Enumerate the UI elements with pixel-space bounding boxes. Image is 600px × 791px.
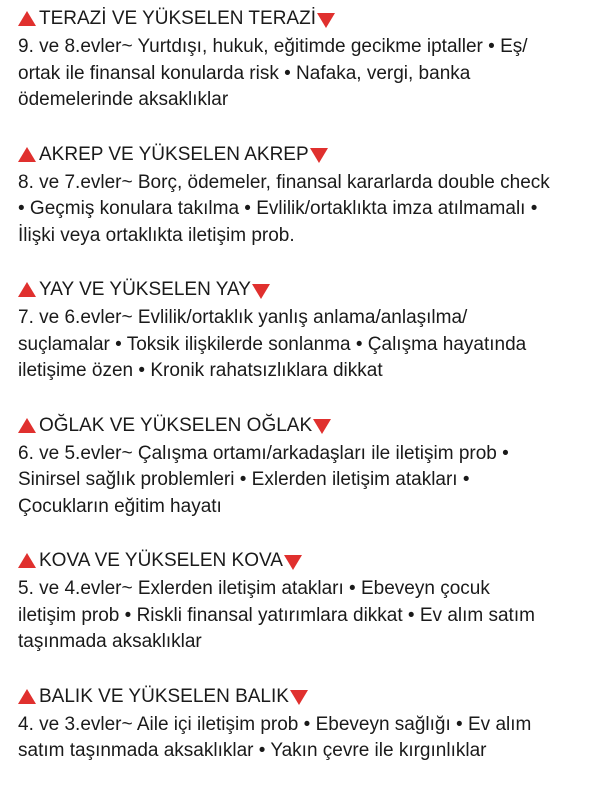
section-line: 7. ve 6.evler~ Evlilik/ortaklık yanlış anlama/anlaşılma/ <box>18 307 468 328</box>
red-triangle-down-icon <box>310 148 328 163</box>
section-line: ödemelerinde aksaklıklar <box>18 89 229 110</box>
sign-section-scorpio <box>18 140 592 250</box>
section-title: KOVA VE YÜKSELEN KOVA <box>39 550 283 571</box>
section-line: 5. ve 4.evler~ Exlerden iletişim atakları • Ebeveyn çocuk <box>18 578 490 599</box>
section-line: 9. ve 8.evler~ Yurtdışı, hukuk, eğitimde gecikme iptaller • Eş/ <box>18 36 528 57</box>
horoscope-post <box>18 4 592 791</box>
red-triangle-down-icon <box>284 555 302 570</box>
red-triangle-up-icon <box>18 11 36 26</box>
red-triangle-down-icon <box>317 13 335 28</box>
section-line: Sinirsel sağlık problemleri • Exlerden iletişim atakları • <box>18 469 470 490</box>
red-triangle-up-icon <box>18 689 36 704</box>
section-line: 8. ve 7.evler~ Borç, ödemeler, finansal kararlarda double check <box>18 171 550 193</box>
section-line: taşınmada aksaklıklar <box>18 631 202 652</box>
section-line: ortak ile finansal konularda risk • Nafaka, vergi, banka <box>18 62 471 84</box>
red-triangle-down-icon <box>252 284 270 299</box>
section-line: 6. ve 5.evler~ Çalışma ortamı/arkadaşları ile iletişim prob • <box>18 442 509 464</box>
sign-section-pisces <box>18 682 592 765</box>
section-title: AKREP VE YÜKSELEN AKREP <box>39 143 309 165</box>
section-heading <box>18 411 592 441</box>
section-line: • Geçmiş konulara takılma • Evlilik/ortaklıkta imza atılmamalı • <box>18 198 538 219</box>
section-title: YAY VE YÜKSELEN YAY <box>39 279 251 300</box>
section-line: 4. ve 3.evler~ Aile içi iletişim prob • Ebeveyn sağlığı • Ev alım <box>18 713 532 735</box>
section-title: BALIK VE YÜKSELEN BALIK <box>39 685 289 707</box>
section-heading <box>18 275 592 305</box>
sign-section-libra <box>18 4 592 114</box>
section-line: Çocukların eğitim hayatı <box>18 495 222 517</box>
section-title: OĞLAK VE YÜKSELEN OĞLAK <box>39 414 313 436</box>
section-heading <box>18 140 592 170</box>
section-line: suçlamalar • Toksik ilişkilerde sonlanma • Çalışma hayatında <box>18 333 527 355</box>
section-line: iletişim prob • Riskli finansal yatırımlara dikkat • Ev alım satım <box>18 604 535 626</box>
sign-section-sagittarius <box>18 275 592 385</box>
section-heading <box>18 682 592 712</box>
red-triangle-down-icon <box>313 419 331 434</box>
red-triangle-up-icon <box>18 282 36 297</box>
red-triangle-up-icon <box>18 418 36 433</box>
section-line: İlişki veya ortaklıkta iletişim prob. <box>18 224 295 246</box>
section-heading <box>18 4 592 34</box>
red-triangle-up-icon <box>18 147 36 162</box>
sign-section-capricorn <box>18 411 592 521</box>
section-title: TERAZİ VE YÜKSELEN TERAZİ <box>39 8 316 29</box>
red-triangle-down-icon <box>290 690 308 705</box>
section-heading <box>18 546 592 576</box>
section-line: satım taşınmada aksaklıklar • Yakın çevre ile kırgınlıklar <box>18 740 487 761</box>
section-line: iletişime özen • Kronik rahatsızlıklara dikkat <box>18 360 383 381</box>
red-triangle-up-icon <box>18 553 36 568</box>
sign-section-aquarius <box>18 546 592 656</box>
